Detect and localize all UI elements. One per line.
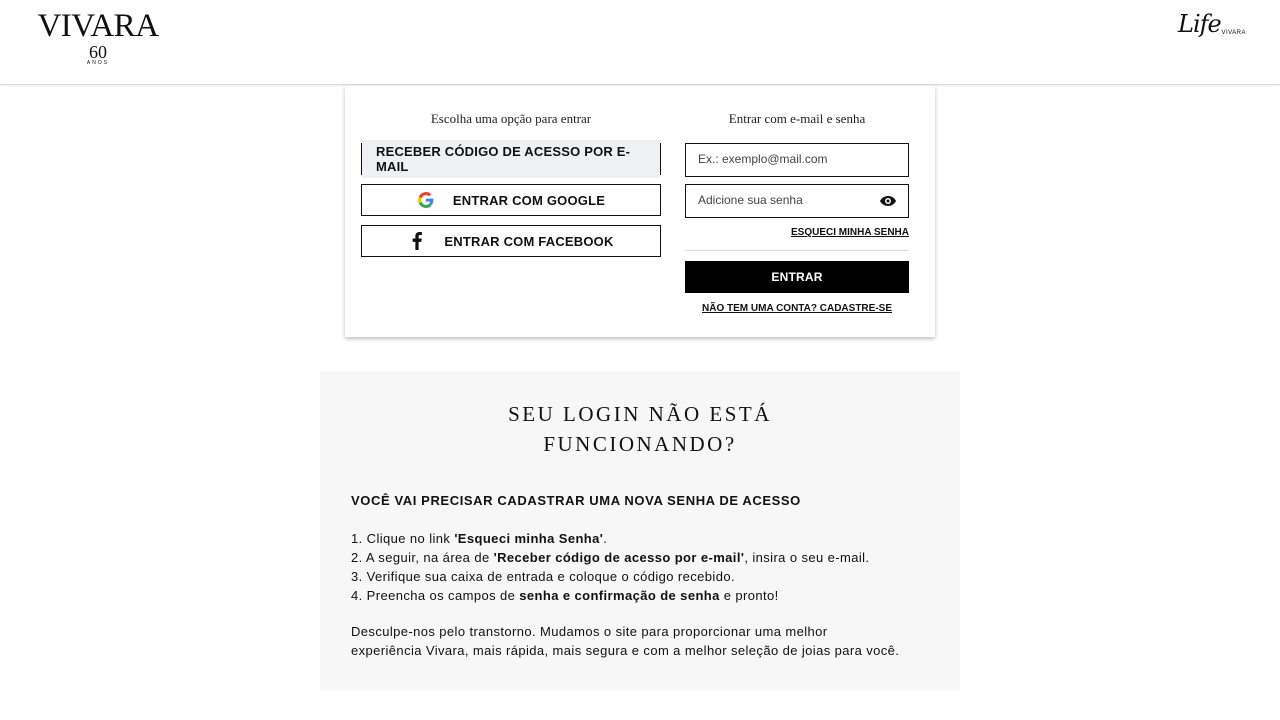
site-header xyxy=(0,0,1280,85)
google-icon xyxy=(417,191,435,209)
help-apology xyxy=(351,622,941,660)
apology-line2: experiência Vivara, mais rápida, mais segura e com a melhor seleção de joias para você. xyxy=(351,643,900,658)
logo-60-years: 60 xyxy=(89,42,107,62)
help-steps xyxy=(351,529,869,605)
life-sub: VIVARA xyxy=(1221,30,1246,36)
help-title-line1: SEU LOGIN NÃO ESTÁ xyxy=(508,402,772,426)
help-title xyxy=(320,399,960,459)
login-help-box xyxy=(320,371,960,690)
life-script: Life xyxy=(1178,10,1221,38)
password-field[interactable] xyxy=(685,184,909,218)
email-login-title: Entrar com e-mail e senha xyxy=(728,111,866,126)
facebook-label: ENTRAR COM FACEBOOK xyxy=(444,233,614,249)
signup-link[interactable]: NÃO TEM UMA CONTA? CADASTRE-SE xyxy=(702,303,892,314)
help-subtitle: VOCÊ VAI PRECISAR CADASTRAR UMA NOVA SENHA DE ACESSO xyxy=(351,493,801,508)
facebook-login-button[interactable] xyxy=(361,225,661,257)
divider xyxy=(685,250,909,251)
google-login-button[interactable] xyxy=(361,184,661,216)
vivara-logo[interactable] xyxy=(33,8,163,66)
help-title-line2: FUNCIONANDO? xyxy=(543,432,737,456)
forgot-password-link[interactable]: ESQUECI MINHA SENHA xyxy=(791,227,909,238)
email-input[interactable] xyxy=(698,144,878,174)
life-vivara-logo[interactable] xyxy=(1178,10,1248,42)
facebook-icon xyxy=(408,232,426,250)
apology-line1: Desculpe-nos pelo transtorno. Mudamos o site para proporcionar uma melhor xyxy=(351,624,828,639)
email-code-button[interactable] xyxy=(361,143,661,175)
help-step: 4. Preencha os campos de senha e confirmação de senha e pronto! xyxy=(351,588,779,603)
google-label: ENTRAR COM GOOGLE xyxy=(452,192,606,208)
email-field[interactable] xyxy=(685,143,909,177)
help-step: 3. Verifique sua caixa de entrada e coloque o código recebido. xyxy=(351,569,735,584)
logo-anos: ANOS xyxy=(86,60,110,66)
logo-wordmark: VIVARA xyxy=(37,8,159,44)
eye-icon[interactable] xyxy=(880,194,896,208)
login-submit-button[interactable]: ENTRAR xyxy=(685,261,909,293)
options-title: Escolha uma opção para entrar xyxy=(430,111,592,126)
password-input[interactable] xyxy=(698,185,878,215)
help-step: 2. A seguir, na área de 'Receber código de acesso por e-mail', insira o seu e-mail. xyxy=(351,550,870,565)
email-code-label: RECEBER CÓDIGO DE ACESSO POR E-MAIL xyxy=(362,140,660,178)
help-step: 1. Clique no link 'Esqueci minha Senha'. xyxy=(351,531,608,546)
login-card xyxy=(345,86,935,337)
